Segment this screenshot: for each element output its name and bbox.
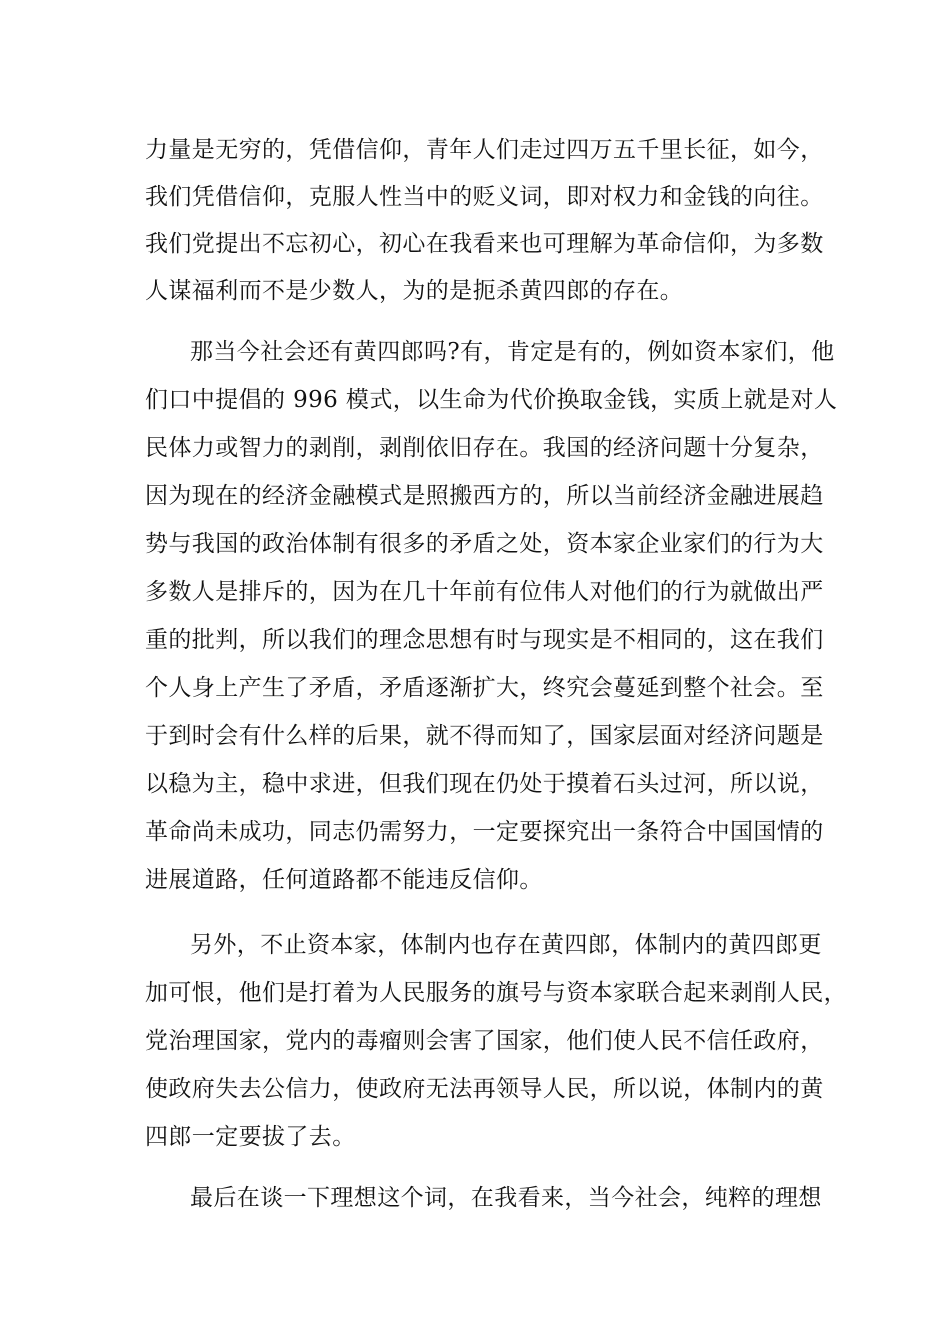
text-line: 党治理国家，党内的毒瘤则会害了国家，他们使人民不信任政府， [145,1028,824,1054]
text-line: 因为现在的经济金融模式是照搬西方的，所以当前经济金融进展趋 [145,483,824,509]
text-line: 人谋福利而不是少数人，为的是扼杀黄四郎的存在。 [145,278,684,304]
text-line: 进展道路，任何道路都不能违反信仰。 [145,867,543,893]
text-line: 加可恨，他们是打着为人民服务的旗号与资本家联合起来剥削人民， [145,980,847,1006]
text-line: 势与我国的政治体制有很多的矛盾之处，资本家企业家们的行为大 [145,531,824,557]
text-line: 们口中提倡的 996 模式，以生命为代价换取金钱，实质上就是对人 [145,387,838,413]
text-line: 个人身上产生了矛盾，矛盾逐渐扩大，终究会蔓延到整个社会。至 [145,675,824,701]
text-line: 革命尚未成功，同志仍需努力，一定要探究出一条符合中国国情的 [145,819,824,845]
text-line: 多数人是排斥的，因为在几十年前有位伟人对他们的行为就做出严 [145,579,824,605]
text-line: 力量是无穷的，凭借信仰，青年人们走过四万五千里长征，如今， [145,137,824,163]
text-line: 我们党提出不忘初心，初心在我看来也可理解为革命信仰，为多数 [145,231,824,257]
text-line: 四郎一定要拔了去。 [145,1124,356,1150]
text-line: 我们凭借信仰，克服人性当中的贬义词，即对权力和金钱的向往。 [145,184,824,210]
paragraph-first-line: 最后在谈一下理想这个词，在我看来，当今社会，纯粹的理想 [190,1185,822,1211]
text-line: 于到时会有什么样的后果，就不得而知了，国家层面对经济问题是 [145,723,824,749]
text-line: 民体力或智力的剥削，剥削依旧存在。我国的经济问题十分复杂， [145,435,824,461]
text-line: 使政府失去公信力，使政府无法再领导人民，所以说，体制内的黄 [145,1076,824,1102]
text-line: 以稳为主，稳中求进，但我们现在仍处于摸着石头过河，所以说， [145,771,824,797]
text-line: 重的批判，所以我们的理念思想有时与现实是不相同的，这在我们 [145,627,824,653]
paragraph-first-line: 另外，不止资本家，体制内也存在黄四郎，体制内的黄四郎更 [190,932,822,958]
paragraph-first-line: 那当今社会还有黄四郎吗?有，肯定是有的，例如资本家们，他 [190,339,835,365]
